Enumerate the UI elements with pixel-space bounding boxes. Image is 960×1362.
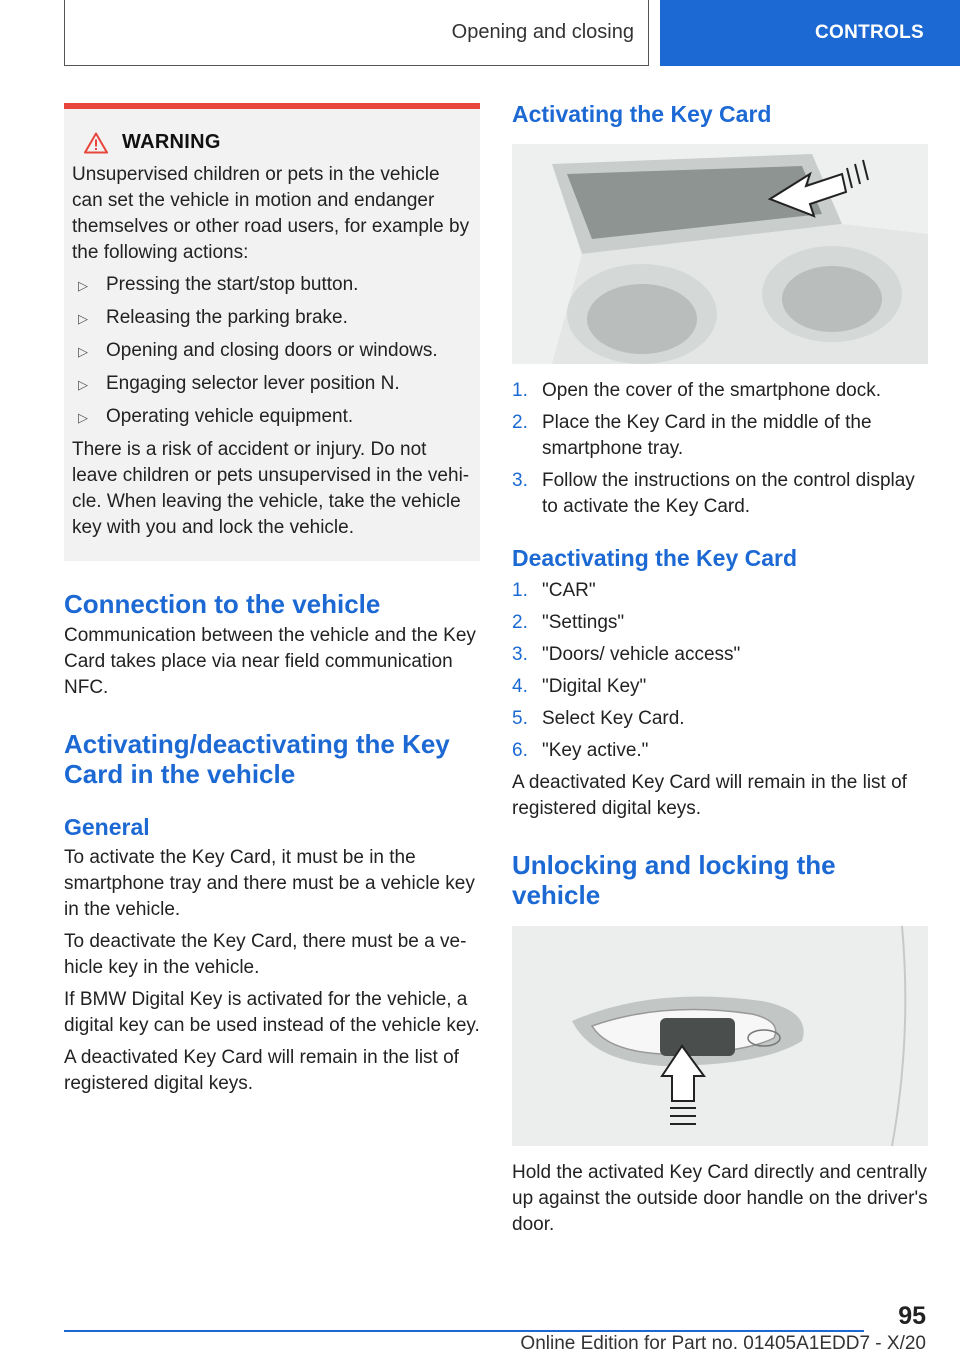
warning-box [64,103,480,561]
unlocking-heading: Unlocking and locking the vehicle [512,850,836,910]
list-item: 3. "Doors/ vehicle access" [512,644,741,665]
footer-edition: Online Edition for Part no. 01405A1EDD7 - X/20 [520,1333,926,1354]
list-item: 1. "CAR" [512,580,596,601]
triangle-bullet-icon: ▷ [78,311,88,326]
general-paragraph: To activate the Key Card, it must be in the smartphone tray and there must be a vehicle key in the vehicle. [64,847,475,920]
connection-text: Communication between the vehicle and the Key Card takes place via near field communication NFC. [64,625,476,698]
list-item: ▷ Releasing the parking brake. [72,305,472,332]
triangle-bullet-icon: ▷ [78,278,88,293]
general-paragraph: To deactivate the Key Card, there must be a vehicle key in the vehicle. [64,931,467,978]
warning-title-row [72,131,472,154]
triangle-bullet-icon: ▷ [78,377,88,392]
list-item: ▷ Engaging selector lever position N. [72,371,472,398]
triangle-bullet-icon: ▷ [78,344,88,359]
deactivating-steps [512,578,928,764]
list-item: ▷ Operating vehicle equipment. [72,404,472,431]
list-item: 4. "Digital Key" [512,676,647,697]
warning-title: WARNING [122,131,221,153]
triangle-bullet-icon: ▷ [78,410,88,425]
page-number: 95 [898,1302,926,1330]
unlocking-text: Hold the activated Key Card directly and centrally up against the outside door handle on the driver's door. [512,1162,928,1235]
list-item: ▷ Opening and closing doors or windows. [72,338,472,365]
activating-steps [512,378,928,520]
door-handle-image [512,926,928,1146]
warning-triangle-icon [84,132,108,154]
deactivating-note: A deactivated Key Card will remain in the list of registered digital keys. [512,772,907,819]
deactivating-heading: Deactivating the Key Card [512,545,798,571]
activating-deactivating-heading: Activating/deactivating the Key Card in the vehicle [64,729,450,789]
header-section-title: Opening and closing [451,21,634,43]
right-column [512,100,928,1238]
list-item: 2. Place the Key Card in the middle of the smartphone tray. [512,412,872,459]
list-item: 5. Select Key Card. [512,708,685,729]
activating-heading: Activating the Key Card [512,101,772,127]
general-paragraph: A deactivated Key Card will remain in the list of registered digital keys. [64,1047,459,1094]
header-chapter-title: CONTROLS [815,22,925,43]
list-item: 2. "Settings" [512,612,625,633]
warning-outro: There is a risk of accident or injury. Do not leave children or pets unsupervised in the vehicle. When leaving the vehicle, take the vehicle key with you and lock the vehicle. [72,439,470,538]
warning-list [72,272,472,431]
list-item: 1. Open the cover of the smartphone dock. [512,380,882,401]
list-item: 6. "Key active." [512,740,649,761]
smartphone-tray-image [512,144,928,364]
general-paragraph: If BMW Digital Key is activated for the vehicle, a digital key can be used instead of the vehicle key. [64,989,480,1036]
header-section-box [64,0,649,66]
left-column [64,103,480,1097]
list-item: 3. Follow the instructions on the control display to activate the Key Card. [512,470,915,517]
header-chapter-tab [660,0,960,66]
connection-heading: Connection to the vehicle [64,589,381,619]
warning-intro: Unsupervised children or pets in the vehicle can set the vehicle in motion and endanger themselves or other road users, for example by the following actions: [72,164,470,263]
general-heading: General [64,814,150,840]
list-item: ▷ Pressing the start/stop button. [72,272,472,299]
footer-divider [64,1330,864,1332]
